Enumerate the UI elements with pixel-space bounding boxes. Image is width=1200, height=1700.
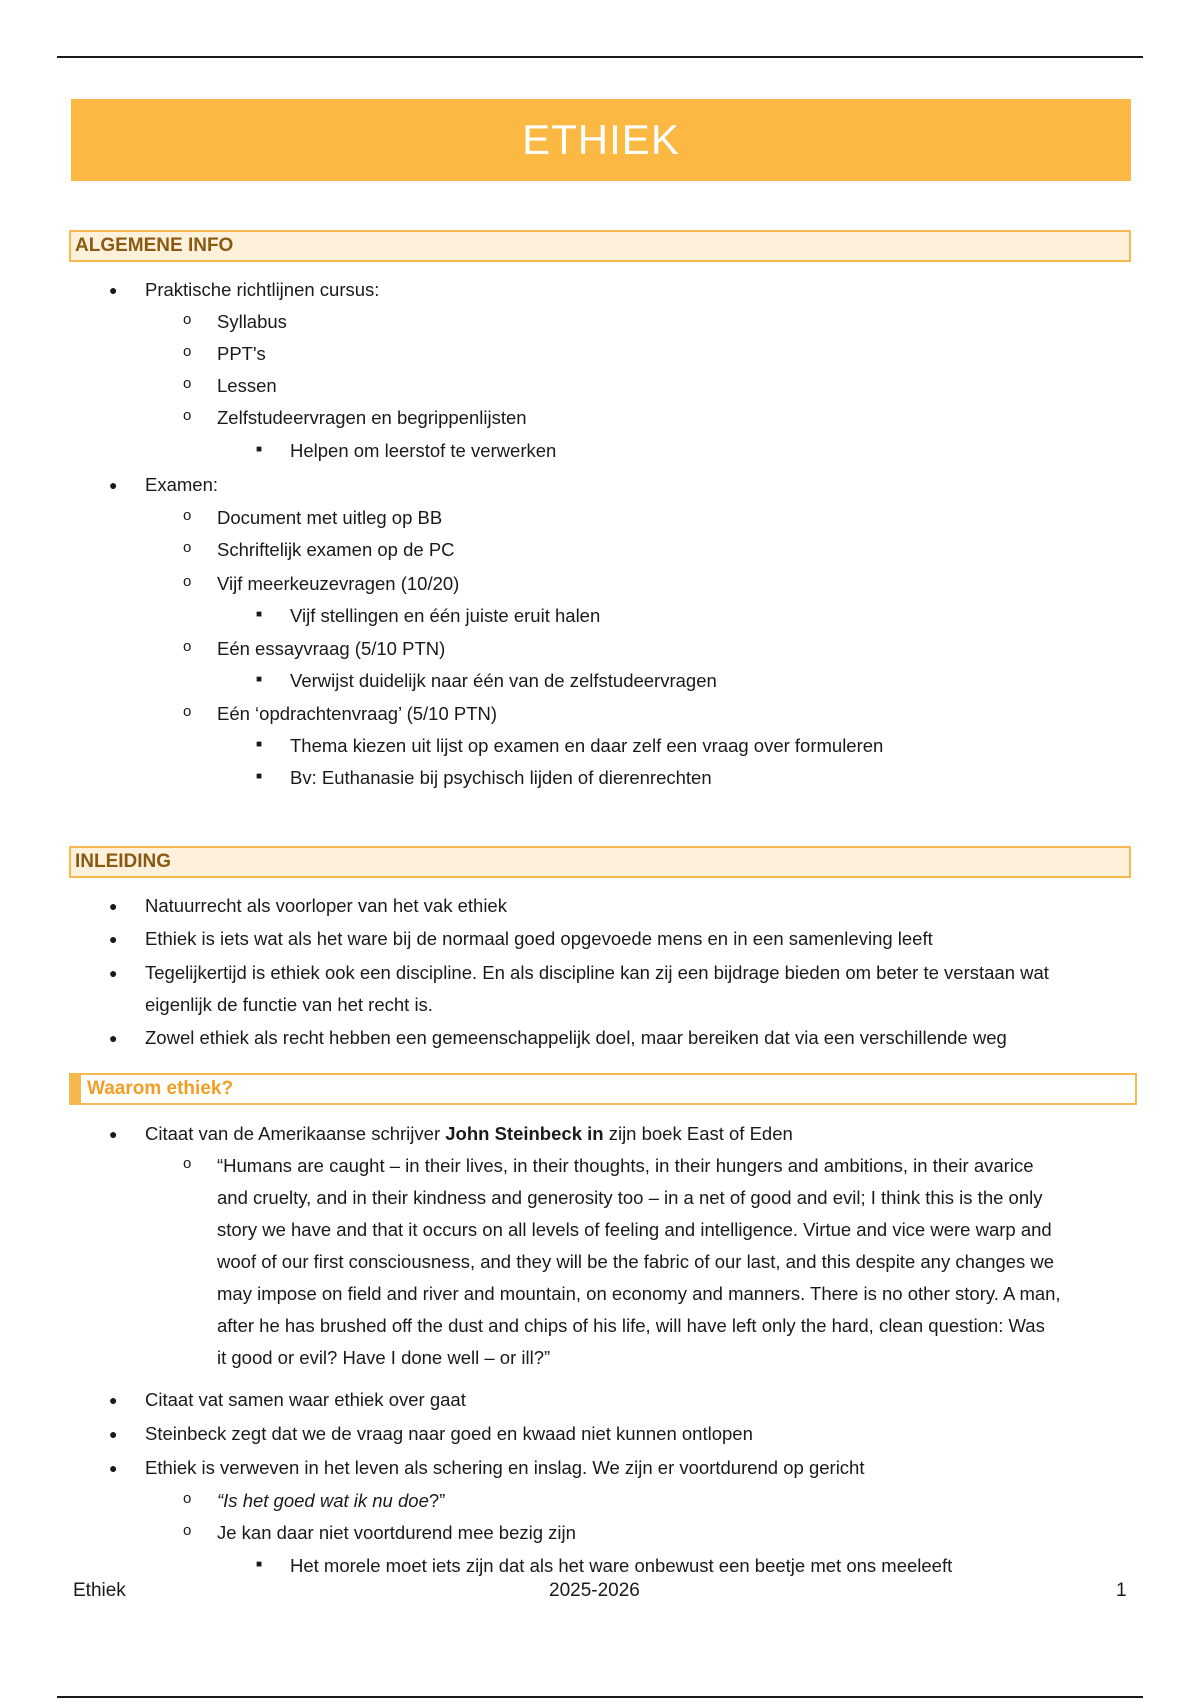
list-item: Zelfstudeervragen en begrippenlijsten	[217, 407, 527, 428]
subsection-heading-waarom-ethiek: Waarom ethiek?	[69, 1073, 1137, 1105]
list-item	[145, 1122, 793, 1146]
list-item: Eén ‘opdrachtenvraag’ (5/10 PTN)	[217, 703, 498, 724]
list-item: Document met uitleg op BB	[217, 507, 443, 528]
bullet-icon: ●	[109, 477, 118, 493]
quote-line: after he has brushed off the dust and chips of his life, will have left only the hard, clean question: Was	[217, 1315, 1045, 1336]
circle-bullet-icon: o	[183, 311, 192, 328]
list-item: Vijf meerkeuzevragen (10/20)	[217, 573, 460, 594]
footer-rule	[57, 1696, 1143, 1698]
list-item: Het morele moet iets zijn dat als het ware onbewust een beetje met ons meeleeft	[290, 1555, 953, 1576]
bullet-icon: ●	[109, 1392, 118, 1408]
list-item-text: ?”	[428, 1490, 446, 1511]
list-item: Je kan daar niet voortdurend mee bezig zijn	[217, 1522, 576, 1543]
list-item-text: Citaat van de Amerikaanse schrijver	[145, 1123, 446, 1144]
square-bullet-icon: ■	[256, 444, 263, 455]
list-item: Eén essayvraag (5/10 PTN)	[217, 638, 446, 659]
circle-bullet-icon: o	[183, 507, 192, 524]
footer-year: 2025-2026	[549, 1580, 640, 1601]
quote-line: woof of our first consciousness, and they will be the fabric of our last, and this despite any changes we	[217, 1251, 1055, 1272]
circle-bullet-icon: o	[183, 703, 192, 720]
circle-bullet-icon: o	[183, 407, 192, 424]
bullet-icon: ●	[109, 931, 118, 947]
circle-bullet-icon: o	[183, 375, 192, 392]
quote-line: and cruelty, and in their kindness and generosity too – in a net of good and evil; I think this is the only	[217, 1187, 1043, 1208]
square-bullet-icon: ■	[256, 1559, 263, 1570]
footer-course: Ethiek	[73, 1580, 126, 1601]
section-heading-inleiding: INLEIDING	[69, 846, 1131, 878]
bullet-icon: ●	[109, 965, 118, 981]
list-item	[217, 1489, 445, 1513]
bullet-icon: ●	[109, 1126, 118, 1142]
square-bullet-icon: ■	[256, 674, 263, 685]
list-item-line: Tegelijkertijd is ethiek ook een discipline. En als discipline kan zij een bijdrage bieden om beter te verstaan wat	[145, 962, 1049, 983]
bullet-icon: ●	[109, 282, 118, 298]
quote-line: “Humans are caught – in their lives, in their thoughts, in their hungers and ambitions, in their avarice	[217, 1155, 1034, 1176]
list-item: Zowel ethiek als recht hebben een gemeenschappelijk doel, maar bereiken dat via een verschillende weg	[145, 1027, 1007, 1048]
quote-line: may impose on field and river and mountain, on economy and manners. There is no other story. A man,	[217, 1283, 1061, 1304]
square-bullet-icon: ■	[256, 771, 263, 782]
page-title: ETHIEK	[71, 99, 1131, 181]
list-item: Praktische richtlijnen cursus:	[145, 279, 380, 300]
circle-bullet-icon: o	[183, 1522, 192, 1539]
bullet-icon: ●	[109, 1426, 118, 1442]
list-item: Helpen om leerstof te verwerken	[290, 440, 557, 461]
bullet-icon: ●	[109, 898, 118, 914]
page-number: 1	[1116, 1580, 1127, 1601]
section-heading-algemene-info: ALGEMENE INFO	[69, 230, 1131, 262]
list-item: Ethiek is verweven in het leven als schering en inslag. We zijn er voortdurend op gericht	[145, 1457, 865, 1478]
quote-line: story we have and that it occurs on all levels of feeling and intelligence. Virtue and vice were warp and	[217, 1219, 1052, 1240]
list-item: Schriftelijk examen op de PC	[217, 539, 455, 560]
bullet-icon: ●	[109, 1030, 118, 1046]
list-item: Lessen	[217, 375, 277, 396]
list-item-text: “Is het goed wat ik nu doe	[217, 1490, 429, 1511]
list-item-line: eigenlijk de functie van het recht is.	[145, 994, 433, 1015]
circle-bullet-icon: o	[183, 1490, 192, 1507]
circle-bullet-icon: o	[183, 539, 192, 556]
list-item: Vijf stellingen en één juiste eruit halen	[290, 605, 601, 626]
list-item: Ethiek is iets wat als het ware bij de normaal goed opgevoede mens en in een samenleving leeft	[145, 928, 933, 949]
square-bullet-icon: ■	[256, 609, 263, 620]
list-item-text: zijn boek East of Eden	[603, 1123, 793, 1144]
circle-bullet-icon: o	[183, 638, 192, 655]
header-rule	[57, 56, 1143, 58]
list-item: Citaat vat samen waar ethiek over gaat	[145, 1389, 466, 1410]
list-item: Verwijst duidelijk naar één van de zelfstudeervragen	[290, 670, 717, 691]
list-item: Examen:	[145, 474, 219, 495]
list-item: PPT's	[217, 343, 266, 364]
circle-bullet-icon: o	[183, 1155, 192, 1172]
circle-bullet-icon: o	[183, 573, 192, 590]
circle-bullet-icon: o	[183, 343, 192, 360]
quote-line: it good or evil? Have I done well – or ill?”	[217, 1347, 551, 1368]
list-item: Natuurrecht als voorloper van het vak ethiek	[145, 895, 507, 916]
list-item: Syllabus	[217, 311, 287, 332]
list-item: Thema kiezen uit lijst op examen en daar zelf een vraag over formuleren	[290, 735, 884, 756]
author-name: John Steinbeck in	[445, 1123, 604, 1144]
list-item: Bv: Euthanasie bij psychisch lijden of dierenrechten	[290, 767, 712, 788]
list-item: Steinbeck zegt dat we de vraag naar goed en kwaad niet kunnen ontlopen	[145, 1423, 753, 1444]
square-bullet-icon: ■	[256, 739, 263, 750]
bullet-icon: ●	[109, 1460, 118, 1476]
